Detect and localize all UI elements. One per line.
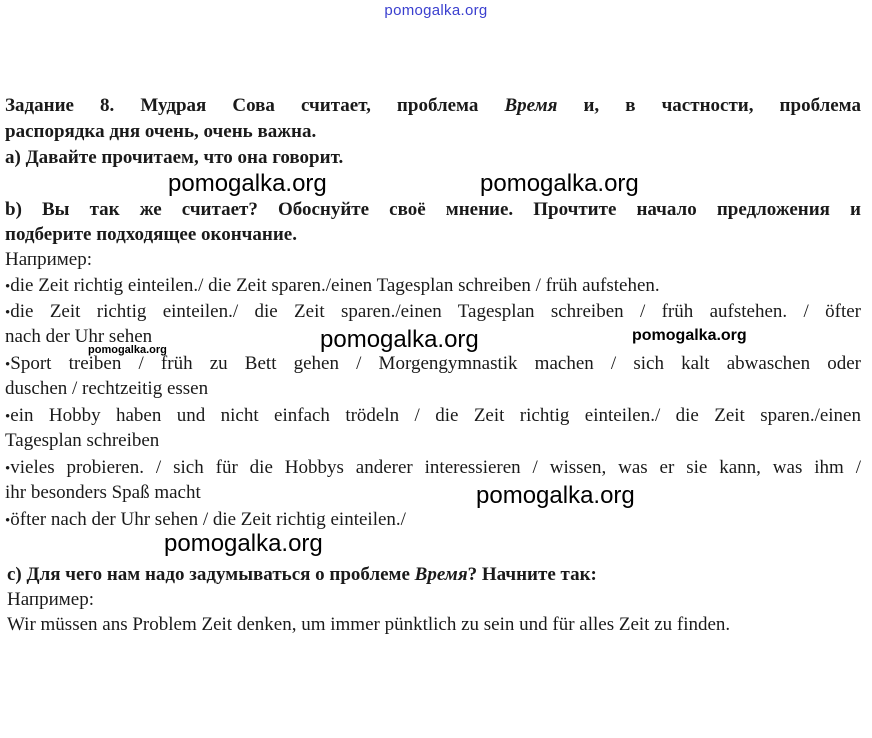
example-label-c: Например: xyxy=(7,589,94,610)
list-item xyxy=(5,300,861,325)
list-item-continuation: Tagesplan schreiben xyxy=(5,430,160,451)
site-header-link[interactable]: pomogalka.org xyxy=(384,2,488,19)
task-title-line1 xyxy=(5,94,861,118)
task-title-text: Задание 8. Мудрая Сова считает, проблема xyxy=(5,95,505,116)
list-item xyxy=(5,456,861,481)
watermark: pomogalka.org xyxy=(88,344,167,356)
list-item-continuation: nach der Uhr sehen xyxy=(5,326,153,347)
part-c-text: с) Для чего нам надо задумываться о проблеме xyxy=(7,564,415,585)
list-item-text: ein Hobby haben und nicht einfach trödeln / die Zeit richtig einteilen./ die Zeit sparen./einen xyxy=(10,405,861,426)
list-item xyxy=(5,508,861,533)
list-item-continuation: ihr besonders Spaß macht xyxy=(5,482,201,503)
list-item-text: vieles probieren. / sich für die Hobbys anderer interessieren / wissen, was er sie kann, was ihm / xyxy=(10,457,861,478)
watermark: pomogalka.org xyxy=(480,170,639,197)
part-c-italic: Время xyxy=(414,564,468,585)
part-c-text-end: ? Начните так: xyxy=(467,564,597,585)
task-title-text-end: и, в частности, проблема xyxy=(557,95,861,116)
watermark: pomogalka.org xyxy=(164,530,323,557)
bullet-icon: • xyxy=(5,513,11,529)
part-b-instruction-line1: b) Вы так же считает? Обоснуйте своё мнение. Прочтите начало предложения и xyxy=(5,199,861,220)
part-c-instruction xyxy=(7,563,863,587)
list-item-text: die Zeit richtig einteilen./ die Zeit sparen./einen Tagesplan schreiben / früh aufstehen. xyxy=(10,275,660,296)
list-item-continuation: duschen / rechtzeitig essen xyxy=(5,378,209,399)
watermark: pomogalka.org xyxy=(632,327,747,344)
task-title-line2: распорядка дня очень, очень важна. xyxy=(5,121,317,142)
watermark: pomogalka.org xyxy=(476,482,635,509)
list-item-text: öfter nach der Uhr sehen / die Zeit richtig einteilen./ xyxy=(10,509,406,530)
part-b-instruction-line2: подберите подходящее окончание. xyxy=(5,224,297,245)
list-item xyxy=(5,274,861,299)
part-c-answer: Wir müssen ans Problem Zeit denken, um immer pünktlich zu sein und für alles Zeit zu finden. xyxy=(7,614,731,635)
list-item-text: Sport treiben / früh zu Bett gehen / Morgengymnastik machen / sich kalt abwaschen oder xyxy=(10,353,861,374)
watermark: pomogalka.org xyxy=(320,326,479,353)
watermark: pomogalka.org xyxy=(168,170,327,197)
list-item xyxy=(5,404,861,429)
part-a-instruction: а) Давайте прочитаем, что она говорит. xyxy=(5,147,344,168)
bullet-icon: • xyxy=(5,409,11,425)
bullet-icon: • xyxy=(5,305,11,321)
bullet-icon: • xyxy=(5,461,11,477)
example-label: Например: xyxy=(5,249,92,270)
bullet-icon: • xyxy=(5,279,11,295)
task-title-italic: Время xyxy=(504,95,558,116)
bullet-icon: • xyxy=(5,357,11,373)
list-item-text: die Zeit richtig einteilen./ die Zeit sparen./einen Tagesplan schreiben / früh aufstehen. / öfter xyxy=(10,301,861,322)
